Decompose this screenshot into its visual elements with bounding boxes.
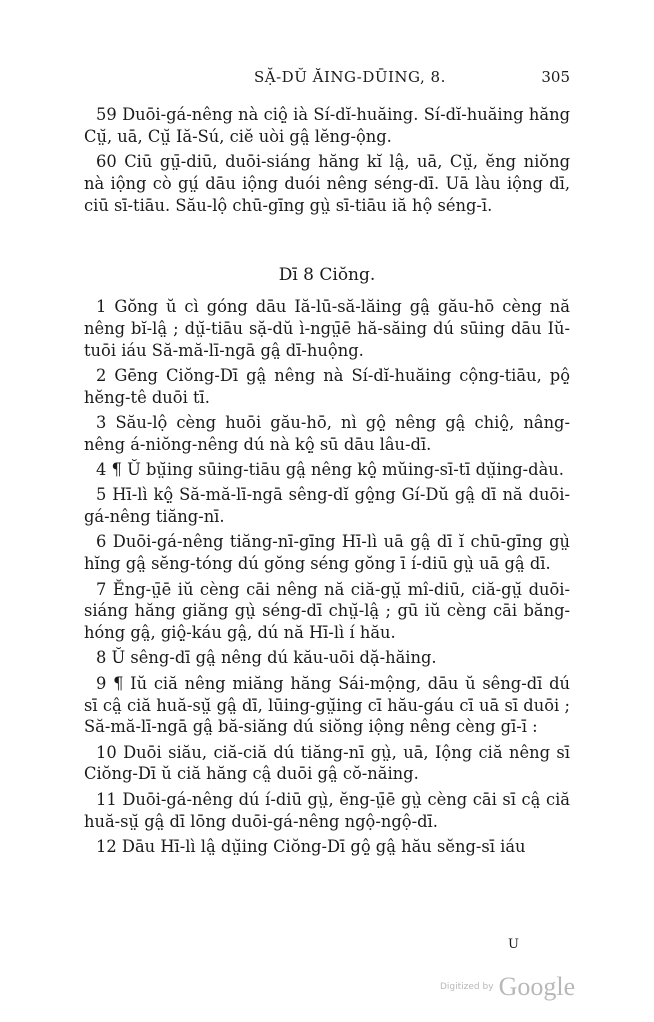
verse-paragraph: 3 Său-lộ cèng huōi gău-hō, nì gộ̤ nêng gâ̤ chiộ̤, nâng-nêng á-niŏng-nêng dú nà kộ̤ sū dāu lâu-dī. (84, 412, 570, 454)
verse-paragraph: 8 Ŭ sêng-dī gâ̤ nêng dú kău-uōi dặ-hăing. (96, 648, 437, 668)
verse-paragraph: 10 Duōi siău, ciă-ciă dú tiăng-nī gṳ̀, uā, Iộng ciă nêng sī Ciŏng-Dī ŭ ciă hăng câ̤ duōi gâ̤ cŏ-năing. (84, 742, 570, 784)
verse-paragraph: 2 Gēng Ciŏng-Dī gâ̤ nêng nà Sí-dĭ-huăing cộng-tiāu, pộ̤ hĕng-tê duōi tī. (84, 365, 570, 407)
watermark-prefix: Digitized by (440, 982, 494, 992)
verse-paragraph: 6 Duōi-gá-nêng tiăng-nī-gīng Hī-lì uā gâ̤ dī ĭ chū-gīng gṳ̀ hĭng gâ̤ sĕng-tóng dú gŏng séng gŏng ī í-diū gṳ̀ uā gâ̤ dī. (84, 532, 570, 574)
verse-paragraph: 60 Ciū gṳ̄-diū, duōi-siáng hăng kĭ lâ̤, uā, Cṳ̆, ĕng niŏng nà iộng cò gṳ́ dāu iộng duói nêng séng-dī. Uā làu iộng dī, ciū sī-tiāu. Său-lộ chū-gīng gṳ̀ sī-tiāu iă hộ séng-ī. (84, 152, 570, 215)
running-header (84, 68, 570, 92)
digitized-watermark (440, 972, 575, 1002)
verse-paragraph: 11 Duōi-gá-nêng dú í-diū gṳ̀, ĕng-ṳ̄ē gṳ̀ cèng cāi sī câ̤ ciă huă-sṳ̆ gâ̤ dī lōng duōi-gá-nêng ngộ-ngộ-dī. (84, 789, 570, 831)
verse-paragraph: 59 Duōi-gá-nêng nà ciộ̤ ià Sí-dĭ-huăing. Sí-dĭ-huăing hăng Cṳ̆, uā, Cṳ̆ Iă-Sú, ciĕ uòi gâ̤ lĕng-ộng. (84, 105, 570, 146)
chapter-verses-block (84, 296, 570, 861)
top-verses-block (84, 104, 570, 220)
chapter-heading: Dī 8 Ciŏng. (278, 265, 376, 285)
verse-paragraph: 9 ¶ Iŭ ciă nêng miăng hăng Sái-mộng, dāu ŭ sêng-dī dú sī câ̤ ciă huă-sṳ̆ gâ̤ dī, lūing-gṳ̆ing cī hău-gáu cī uā sī duōi ; Să-mă-lī-ngā gâ̤ bă-siăng dú siŏng iộng nêng cèng gī-ī : (84, 673, 570, 737)
verse-paragraph: 5 Hī-lì kộ̤ Să-mă-lī-ngā sêng-dĭ gộ̤ng Gí-Dŭ gâ̤ dī nă duōi-gá-nêng tiăng-nī. (84, 485, 570, 527)
verse-paragraph: 7 Ĕng-ṳ̄ē iŭ cèng cāi nêng nă ciă-gṳ̆ mî-diū, ciă-gṳ̆ duōi-siáng hăng giăng gṳ̀ séng-dī chṳ̆-lâ̤ ; gū iŭ cèng cāi băng-hóng gâ̤, giộ̤-káu gâ̤, dú nă Hī-lì í hău. (84, 579, 570, 643)
verse-paragraph: 1 Gŏng ŭ cì góng dāu Iă-lū-să-lăing gâ̤ gău-hō cèng nă nêng bĭ-lâ̤ ; dṳ̆-tiāu sặ-dŭ ì-ngṳ̄ē hă-săing dú sūing dāu Iŭ-tuōi iáu Să-mă-lī-ngā gâ̤ dī-huộng. (84, 297, 570, 360)
running-title: SẶ-DŬ ĂING-DŪING, 8. (254, 68, 446, 86)
google-logo: Google (498, 972, 576, 1001)
signature-mark: U (508, 937, 519, 952)
verse-paragraph: 12 Dāu Hī-lì lâ̤ dṳ̆ing Ciŏng-Dī gộ̤ gâ̤ hău sĕng-sī iáu (96, 836, 526, 856)
page-number: 305 (541, 68, 570, 86)
verse-paragraph: 4 ¶ Ŭ bṳ̆ing sūing-tiāu gâ̤ nêng kộ̤ mŭing-sī-tī dṳ̆ing-dàu. (96, 460, 564, 480)
